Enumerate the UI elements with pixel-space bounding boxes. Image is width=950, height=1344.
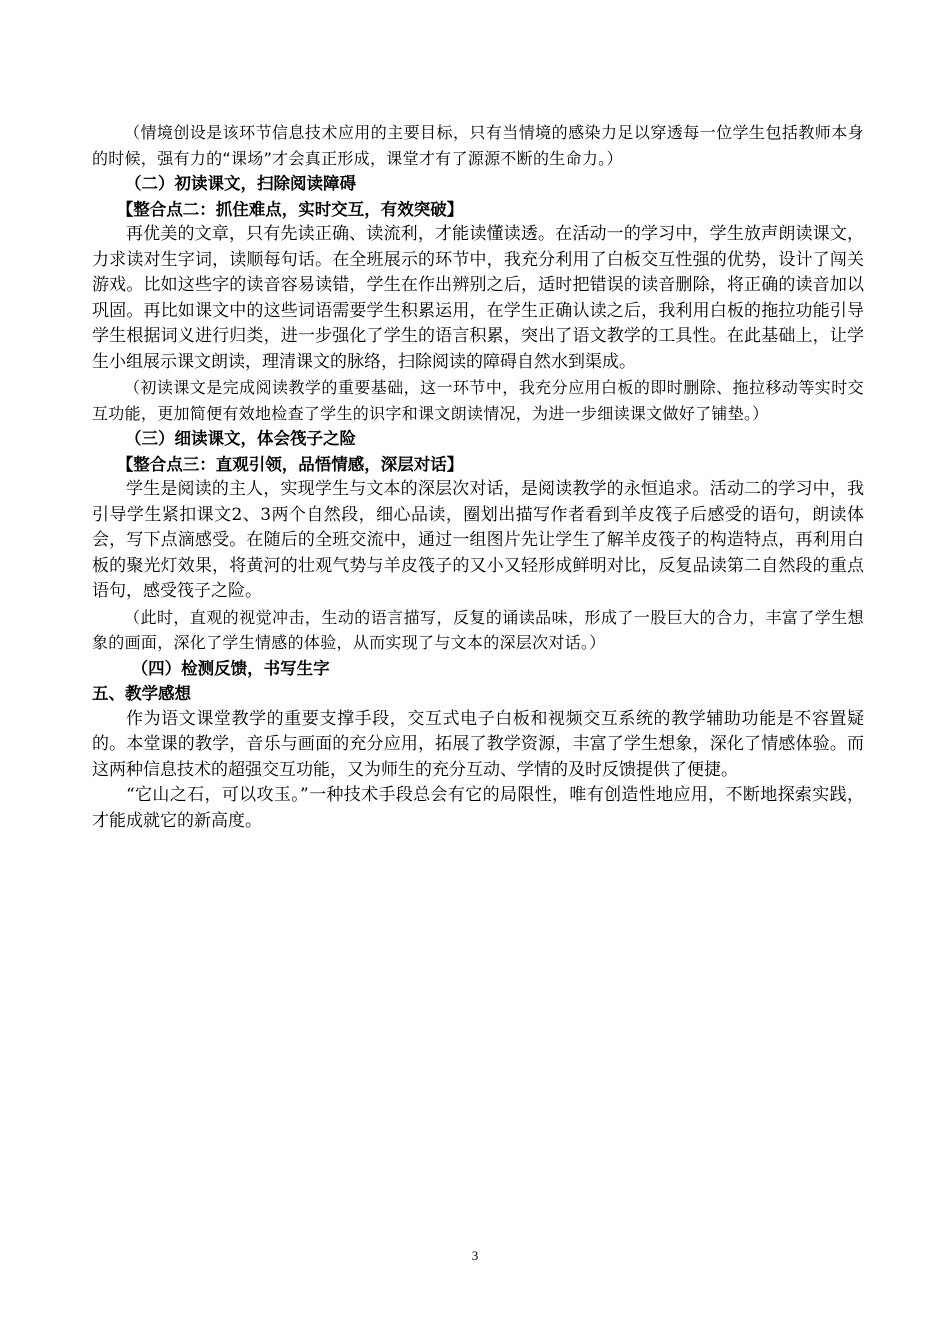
section-heading: 五、教学感想: [92, 684, 191, 703]
subsection-heading: （四）检测反馈，书写生字: [131, 658, 330, 678]
note-paragraph: （情境创设是该环节信息技术应用的主要目标，只有当情境的感染力足以穿透每一位学生包括教师本身的时候，强有力的“课场”才会真正形成，课堂才有了源源不断的生命力。）: [92, 123, 864, 168]
body-paragraph: 作为语文课堂教学的重要支撑手段，交互式电子白板和视频交互系统的教学辅助功能是不容置疑的。本堂课的教学，音乐与画面的充分应用，拓展了教学资源，丰富了学生想象，深化了情感体验。而这两种信息技术的超强交互功能，又为师生的充分互动、学情的及时反馈提供了便捷。: [92, 708, 864, 780]
body-paragraph: 再优美的文章，只有先读正确、读流利，才能读懂读透。在活动一的学习中，学生放声朗读课文，力求读对生字词，读顺每句话。在全班展示的环节中，我充分利用了白板交互性强的优势，设计了闯关游戏。比如这些字的读音容易读错，学生在作出辨别之后，适时把错误的读音删除，将正确的读音加以巩固。再比如课文中的这些词语需要学生积累运用，在学生正确认读之后，我利用白板的拖拉功能引导学生根据词义进行归类，进一步强化了学生的语言积累，突出了语文教学的工具性。在此基础上，让学生小组展示课文朗读，理清课文的脉络，扫除阅读的障碍自然水到渠成。: [92, 224, 864, 372]
subsection-heading: （二）初读课文，扫除阅读障碍: [125, 174, 356, 193]
body-paragraph: 学生是阅读的主人，实现学生与文本的深层次对话，是阅读教学的永恒追求。活动二的学习中，我引导学生紧扣课文2、3两个自然段，细心品读，圈划出描写作者看到羊皮筏子后感受的语句，朗读体会，写下点滴感受。在随后的全班交流中，通过一组图片先让学生了解羊皮筏子的构造特点，再利用白板的聚光灯效果，将黄河的壮观气势与羊皮筏子的又小又轻形成鲜明对比，反复品读第二自然段的重点语句，感受筏子之险。: [92, 479, 864, 601]
note-paragraph: （初读课文是完成阅读教学的重要基础，这一环节中，我充分应用白板的即时删除、拖拉移动等实时交互功能，更加简便有效地检查了学生的识字和课文朗读情况，为进一步细读课文做好了铺垫。）: [92, 378, 864, 423]
document-body: [92, 120, 864, 834]
subsection-heading: （三）细读课文，体会筏子之险: [125, 429, 356, 448]
note-paragraph: （此时，直观的视觉冲击，生动的语言描写，反复的诵读品味，形成了一股巨大的合力，丰富了学生想象的画面，深化了学生情感的体验，从而实现了与文本的深层次对话。）: [92, 607, 864, 652]
integration-point-heading: 【整合点三：直观引领，品悟情感，深层对话】: [116, 454, 464, 474]
body-paragraph: “它山之石，可以攻玉。”一种技术手段总会有它的局限性，唯有创造性地应用，不断地探索实践，才能成就它的新高度。: [92, 785, 864, 831]
page-number: 3: [471, 1248, 479, 1263]
integration-point-heading: 【整合点二：抓住难点，实时交互，有效突破】: [116, 199, 464, 219]
